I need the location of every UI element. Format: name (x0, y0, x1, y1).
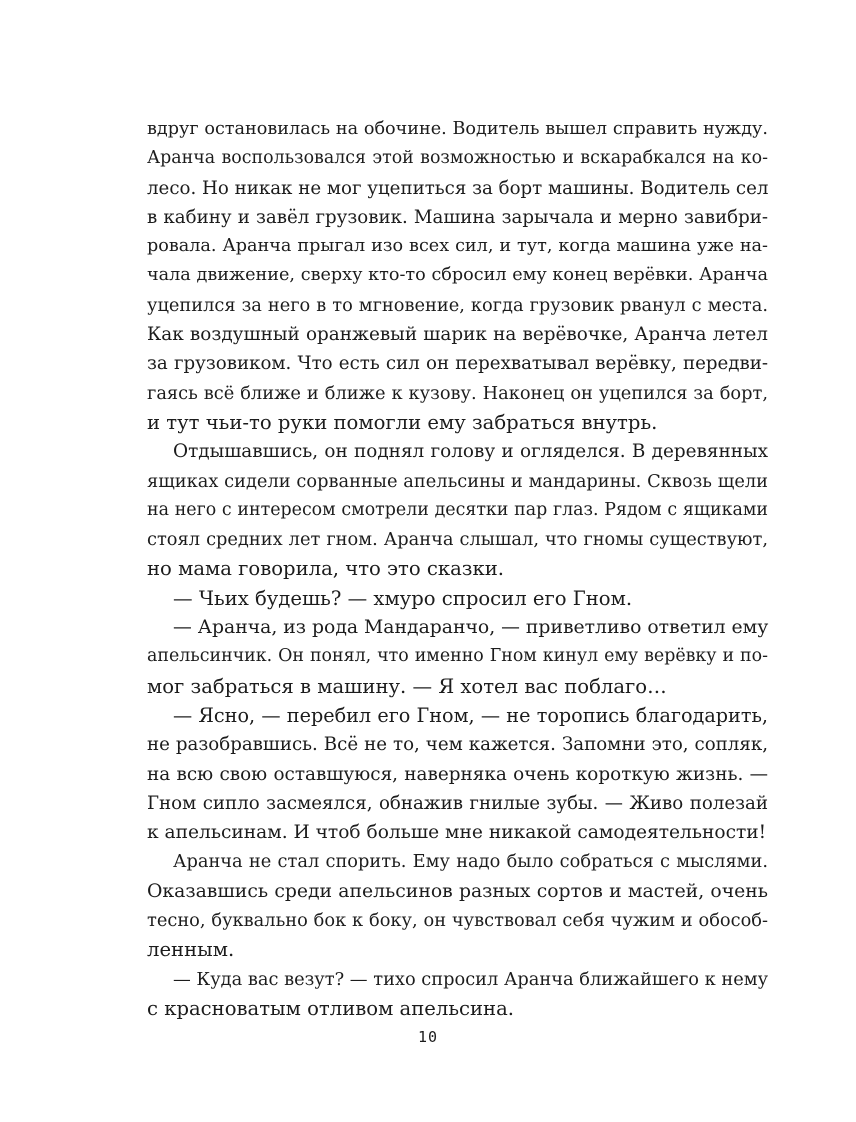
text-line: Гном сипло засмеялся, обнажив гнилые зубы. — Живо полезай (147, 792, 768, 814)
text-line: но мама говорила, что это сказки. (147, 557, 505, 581)
text-line: ленным. (147, 938, 235, 962)
text-line: в кабину и завёл грузовик. Машина зарычала и мерно завибри- (147, 206, 768, 228)
text-line: стоял средних лет гном. Аранча слышал, что гномы существуют, (147, 529, 768, 551)
paragraph (147, 613, 768, 701)
text-line: Аранча не стал спорить. Ему надо было собраться с мыслями. (173, 851, 768, 873)
text-line: мог забраться в машину. — Я хотел вас поблаго… (147, 674, 667, 698)
page-number: 10 (417, 1028, 439, 1046)
text-line: — Ясно, — перебил его Гном, — не торопись благодарить, (173, 703, 768, 727)
text-line: за грузовиком. Что есть сил он перехватывал верёвку, передви- (147, 353, 768, 375)
text-line: не разобравшись. Всё не то, чем кажется. Запомни это, сопляк, (147, 734, 768, 756)
text-line: Отдышавшись, он поднял голову и огляделся. В деревянных (173, 441, 768, 463)
text-line: ровала. Аранча прыгал изо всех сил, и тут, когда машина уже на- (147, 236, 768, 257)
text-line: вдруг остановилась на обочине. Водитель вышел справить нужду. (147, 119, 768, 139)
text-line: тесно, буквально бок к боку, он чувствовал себя чужим и обособ- (147, 910, 768, 932)
text-line: гаясь всё ближе и ближе к кузову. Наконец он уцепился за борт, (147, 382, 768, 404)
text-line: лесо. Но никак не мог уцепиться за борт машины. Водитель сел (147, 177, 769, 199)
text-line: к апельсинам. И чтоб больше мне никакой самодеятельности! (147, 822, 767, 844)
text-line: ящиках сидели сорванные апельсины и мандарины. Сквозь щели (147, 470, 768, 492)
text-line: Оказавшись среди апельсинов разных сортов и мастей, очень (147, 880, 768, 902)
paragraph (147, 115, 768, 437)
paragraph (147, 701, 768, 847)
text-line: Аранча воспользовался этой возможностью и вскарабкался на ко- (147, 148, 768, 169)
paragraph (147, 584, 768, 613)
text-line: — Чьих будешь? — хмуро спросил его Гном. (173, 586, 633, 610)
text-line: с красноватым отливом апельсина. (147, 996, 515, 1020)
body-text (147, 115, 768, 1023)
text-line: на всю свою оставшуюся, наверняка очень короткую жизнь. — (147, 763, 768, 785)
text-line: апельсинчик. Он понял, что именно Гном кинул ему верёвку и по- (147, 646, 768, 667)
paragraph (147, 437, 768, 583)
text-line: — Аранча, из рода Мандаранчо, — приветливо ответил ему (173, 617, 769, 639)
text-line: чала движение, сверху кто-то сбросил ему конец верёвки. Аранча (147, 265, 768, 286)
text-line: и тут чьи-то руки помогли ему забраться внутрь. (147, 410, 658, 434)
text-line: Как воздушный оранжевый шарик на верёвочке, Аранча летел (147, 324, 768, 346)
text-line: — Куда вас везут? — тихо спросил Аранча ближайшего к нему (173, 968, 769, 990)
text-line: на него с интересом смотрели десятки пар глаз. Рядом с ящиками (147, 499, 768, 520)
text-line: уцепился за него в то мгновение, когда грузовик рванул с места. (147, 294, 768, 316)
paragraph (147, 847, 768, 964)
paragraph (147, 965, 768, 1024)
